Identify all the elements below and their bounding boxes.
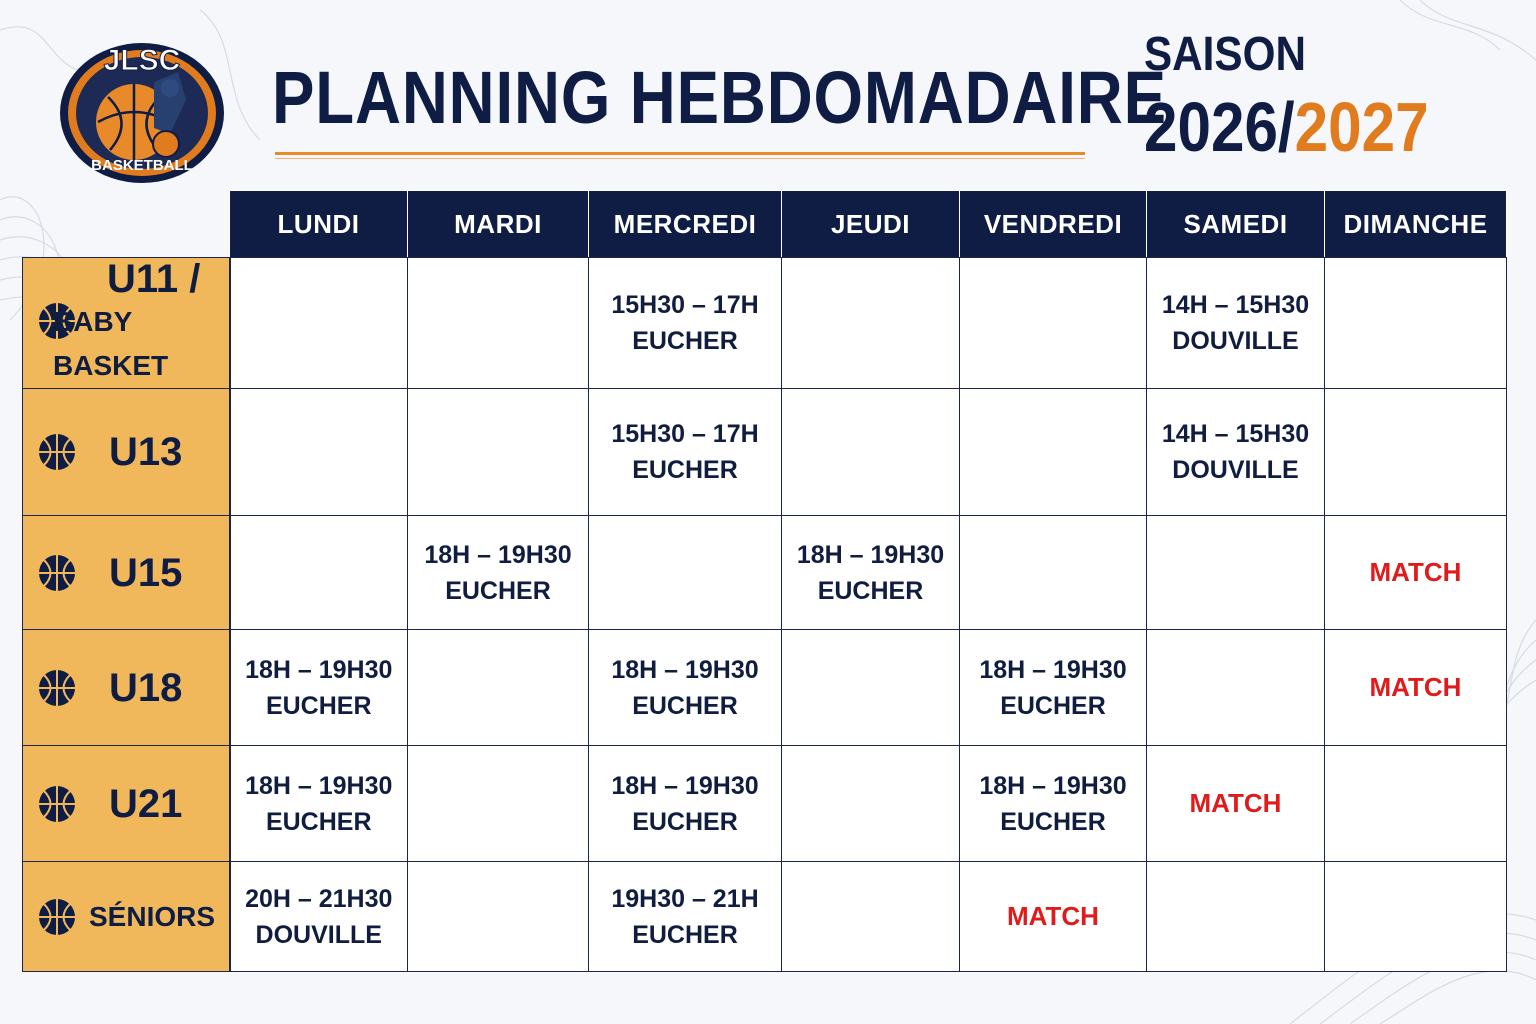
schedule-row	[23, 862, 1507, 972]
basketball-icon	[37, 432, 77, 472]
schedule-cell	[1325, 516, 1507, 630]
day-header-jeudi: JEUDI	[782, 191, 960, 258]
schedule-cell	[230, 746, 408, 862]
slot-location: DOUVILLE	[1172, 327, 1299, 355]
schedule-cell	[589, 630, 782, 746]
training-slot	[589, 881, 781, 953]
training-slot	[960, 768, 1146, 840]
schedule-cell	[408, 258, 589, 389]
schedule-cell	[1147, 389, 1325, 516]
schedule-cell	[960, 258, 1147, 389]
basketball-icon	[37, 668, 77, 708]
day-header-vendredi: VENDREDI	[960, 191, 1147, 258]
schedule-row	[23, 258, 1507, 389]
schedule-cell	[589, 746, 782, 862]
category-name-line1: U11 /	[107, 257, 201, 301]
season-label: SAISON	[1144, 28, 1306, 81]
category-label	[37, 783, 229, 825]
season-year-end: 2027	[1294, 88, 1429, 166]
schedule-cell	[1325, 258, 1507, 389]
training-slot	[1147, 287, 1324, 359]
category-label	[37, 258, 229, 388]
schedule-cell	[408, 862, 589, 972]
basketball-icon	[37, 897, 77, 937]
schedule-cell	[230, 630, 408, 746]
category-name: U21	[109, 781, 183, 826]
schedule-cell	[782, 516, 960, 630]
schedule-cell	[1147, 630, 1325, 746]
day-header-samedi: SAMEDI	[1147, 191, 1325, 258]
slot-time: 18H – 19H30	[245, 655, 393, 684]
basketball-icon	[37, 784, 77, 824]
category-name: U18	[109, 665, 183, 710]
day-header-lundi: LUNDI	[230, 191, 408, 258]
training-slot	[589, 652, 781, 724]
schedule-cell	[230, 389, 408, 516]
schedule-cell	[589, 389, 782, 516]
slot-location: DOUVILLE	[1172, 456, 1299, 484]
logo-basketball-text: BASKETBALL	[91, 157, 193, 174]
schedule-cell	[782, 862, 960, 972]
schedule-row	[23, 746, 1507, 862]
slot-time: 18H – 19H30	[979, 655, 1127, 684]
slot-time: 18H – 19H30	[611, 655, 759, 684]
training-slot	[231, 881, 408, 953]
training-slot	[1147, 416, 1324, 488]
training-slot	[589, 416, 781, 488]
slot-time: 18H – 19H30	[245, 771, 393, 800]
schedule-cell	[1147, 746, 1325, 862]
schedule-cell	[1147, 258, 1325, 389]
training-slot	[408, 537, 588, 609]
schedule-cell	[782, 389, 960, 516]
schedule-cell	[782, 630, 960, 746]
category-name: U15	[109, 550, 183, 595]
season-years	[1144, 90, 1429, 164]
header-corner	[23, 191, 230, 258]
schedule-cell	[408, 746, 589, 862]
training-slot	[231, 768, 408, 840]
schedule-cell	[230, 516, 408, 630]
title-underline-thin	[275, 158, 1085, 159]
slot-time: 18H – 19H30	[796, 540, 945, 569]
slot-location: EUCHER	[632, 807, 738, 836]
slot-location: EUCHER	[632, 691, 738, 720]
schedule-cell	[1325, 389, 1507, 516]
day-header-mercredi: MERCREDI	[589, 191, 782, 258]
schedule-cell	[960, 746, 1147, 862]
slot-time: 15H30 – 17H	[611, 420, 759, 448]
weekly-schedule-table	[22, 190, 1506, 974]
slot-time: 20H – 21H30	[245, 884, 393, 913]
schedule-cell	[589, 516, 782, 630]
training-slot	[782, 537, 959, 609]
schedule-cell	[782, 746, 960, 862]
schedule-cell	[230, 258, 408, 389]
slot-location: EUCHER	[1000, 691, 1106, 720]
schedule-row	[23, 630, 1507, 746]
club-logo	[58, 42, 226, 184]
slot-time: 18H – 19H30	[424, 540, 572, 569]
training-slot	[589, 287, 781, 359]
schedule-cell	[960, 630, 1147, 746]
slot-time: 19H30 – 21H	[611, 884, 759, 913]
schedule-cell	[1325, 746, 1507, 862]
schedule-row	[23, 389, 1507, 516]
page-title: PLANNING HEBDOMADAIRE	[272, 56, 1167, 139]
slot-time: 14H – 15H30	[1161, 420, 1310, 448]
day-header-mardi: MARDI	[408, 191, 589, 258]
schedule-row	[23, 516, 1507, 630]
schedule-cell	[230, 862, 408, 972]
slot-location: EUCHER	[445, 576, 551, 605]
schedule-cell	[589, 258, 782, 389]
logo-initials: JLSC	[103, 44, 181, 77]
match-label: MATCH	[1189, 788, 1282, 818]
slot-location: EUCHER	[265, 691, 372, 720]
schedule-cell	[782, 258, 960, 389]
category-cell	[23, 516, 230, 630]
schedule-cell	[1147, 862, 1325, 972]
season-year-start: 2026/	[1144, 88, 1295, 166]
category-name	[37, 258, 229, 388]
title-underline	[275, 152, 1085, 155]
day-header-dimanche: DIMANCHE	[1325, 191, 1507, 258]
match-label: MATCH	[1369, 557, 1462, 587]
training-slot	[231, 652, 408, 724]
category-name: SÉNIORS	[89, 900, 216, 932]
schedule-cell	[408, 516, 589, 630]
category-label	[37, 552, 229, 594]
category-label	[37, 896, 229, 938]
category-cell	[23, 746, 230, 862]
training-slot	[960, 652, 1146, 724]
slot-location: EUCHER	[632, 327, 738, 355]
slot-time: 18H – 19H30	[611, 771, 759, 800]
category-name: U13	[109, 430, 183, 474]
slot-location: EUCHER	[632, 456, 738, 484]
slot-location: EUCHER	[1000, 807, 1106, 836]
training-slot	[589, 768, 781, 840]
slot-time: 18H – 19H30	[979, 771, 1127, 800]
schedule-cell	[960, 389, 1147, 516]
day-header-row	[23, 191, 1507, 258]
category-cell	[23, 389, 230, 516]
category-name-line2: BABY BASKET	[53, 306, 169, 381]
category-cell	[23, 258, 230, 389]
slot-location: EUCHER	[632, 920, 738, 949]
category-label	[37, 667, 229, 709]
slot-location: EUCHER	[817, 576, 924, 605]
schedule-cell	[1325, 862, 1507, 972]
schedule-cell	[1147, 516, 1325, 630]
slot-time: 15H30 – 17H	[611, 291, 759, 319]
category-cell	[23, 862, 230, 972]
slot-time: 14H – 15H30	[1161, 291, 1310, 319]
slot-location: DOUVILLE	[255, 920, 382, 949]
slot-location: EUCHER	[265, 807, 372, 836]
schedule-cell	[408, 389, 589, 516]
match-label: MATCH	[1007, 901, 1099, 931]
category-cell	[23, 630, 230, 746]
schedule-cell	[960, 516, 1147, 630]
basketball-icon	[37, 553, 77, 593]
schedule-cell	[960, 862, 1147, 972]
schedule-cell	[1325, 630, 1507, 746]
schedule-cell	[408, 630, 589, 746]
category-label	[37, 431, 229, 473]
schedule-cell	[589, 862, 782, 972]
match-label: MATCH	[1369, 672, 1462, 702]
